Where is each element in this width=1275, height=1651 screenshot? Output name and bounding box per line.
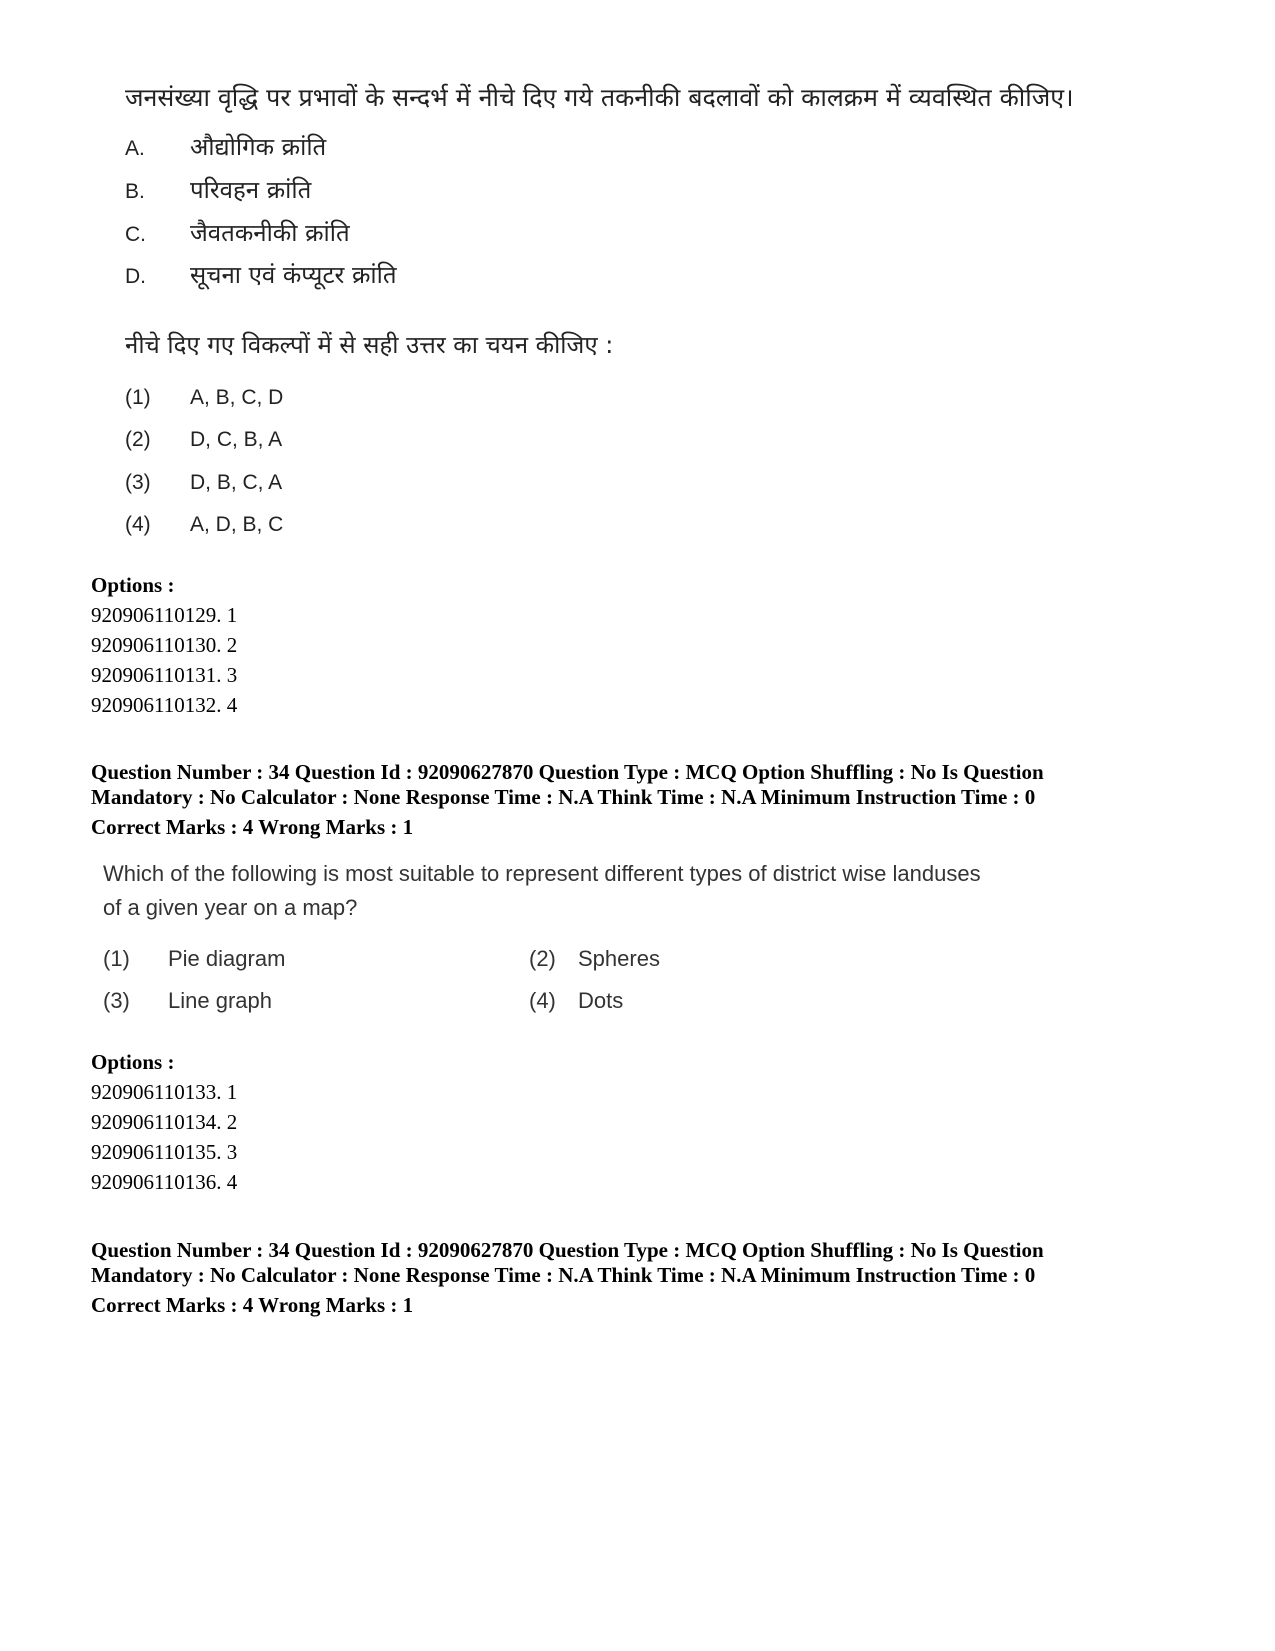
question-marks: Correct Marks : 4 Wrong Marks : 1 (91, 1293, 414, 1317)
choice-text: Dots (578, 988, 624, 1013)
question-meta-line: Question Number : 34 Question Id : 92090627870 Question Type : MCQ Option Shuffling : No Is Question (91, 1238, 1044, 1262)
option-id: 920906110135. 3 (91, 1140, 238, 1164)
option-id: 920906110136. 4 (91, 1170, 238, 1194)
choice-number: (3) (125, 471, 151, 494)
option-id: 920906110132. 4 (91, 693, 238, 717)
question-text-line: of a given year on a map? (103, 895, 358, 920)
option-id: 920906110131. 3 (91, 663, 238, 687)
question-meta-line: Mandatory : No Calculator : None Response Time : N.A Think Time : N.A Minimum Instruction Time : 0 (91, 1263, 1036, 1287)
choice-number: (1) (125, 386, 151, 409)
item-text: औद्योगिक क्रांति (190, 133, 327, 161)
choice-number: (2) (529, 946, 556, 971)
options-heading: Options : (91, 573, 175, 597)
choice-text: D, B, C, A (190, 471, 283, 494)
item-text: सूचना एवं कंप्यूटर क्रांति (190, 261, 397, 289)
choice-text: A, D, B, C (190, 513, 284, 536)
question-meta-line: Mandatory : No Calculator : None Response Time : N.A Think Time : N.A Minimum Instruction Time : 0 (91, 785, 1036, 809)
option-id: 920906110129. 1 (91, 603, 238, 627)
option-id: 920906110134. 2 (91, 1110, 238, 1134)
instruction-text-hindi: नीचे दिए गए विकल्पों में से सही उत्तर का चयन कीजिए : (125, 331, 614, 359)
option-id: 920906110130. 2 (91, 633, 238, 657)
choice-text: Line graph (168, 988, 272, 1013)
item-text: परिवहन क्रांति (190, 176, 312, 204)
option-id: 920906110133. 1 (91, 1080, 238, 1104)
choice-text: A, B, C, D (190, 386, 284, 409)
options-heading: Options : (91, 1050, 175, 1074)
question-marks: Correct Marks : 4 Wrong Marks : 1 (91, 815, 414, 839)
question-text-hindi: जनसंख्या वृद्धि पर प्रभावों के सन्दर्भ में नीचे दिए गये तकनीकी बदलावों को कालक्रम में व्यवस्थित कीजिए। (125, 83, 1074, 112)
item-letter: A. (125, 137, 145, 160)
item-letter: C. (125, 223, 146, 246)
choice-text: Pie diagram (168, 946, 286, 971)
item-letter: B. (125, 180, 145, 203)
question-text-line: Which of the following is most suitable to represent different types of district wise landuses (103, 861, 981, 886)
choice-number: (2) (125, 428, 151, 451)
item-text: जैवतकनीकी क्रांति (190, 219, 350, 247)
choice-number: (3) (103, 988, 130, 1013)
choice-text: D, C, B, A (190, 428, 283, 451)
item-letter: D. (125, 265, 146, 288)
choice-number: (4) (125, 513, 151, 536)
choice-number: (1) (103, 946, 130, 971)
choice-text: Spheres (578, 946, 660, 971)
question-meta-line: Question Number : 34 Question Id : 92090627870 Question Type : MCQ Option Shuffling : No Is Question (91, 760, 1044, 784)
choice-number: (4) (529, 988, 556, 1013)
